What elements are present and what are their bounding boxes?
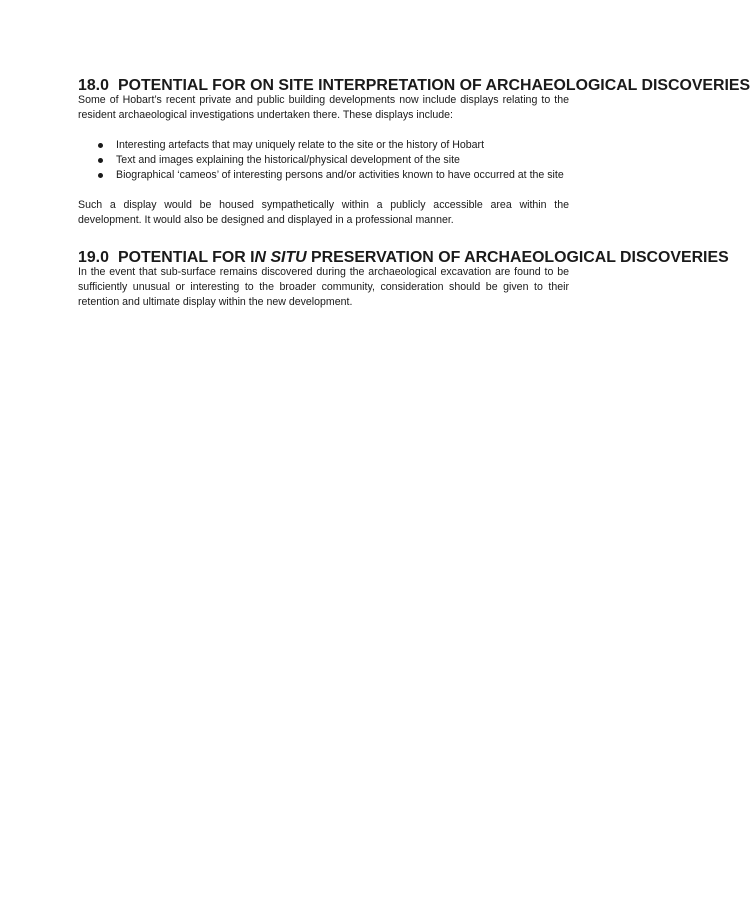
section-18 — [78, 77, 750, 228]
section-19-title — [118, 250, 729, 265]
bullet-icon — [78, 168, 116, 183]
section-18-closing: Such a display would be housed sympathetically within a publicly accessible area within the development. It would also be designed and displayed in a professional manner. — [78, 199, 569, 226]
section-19 — [78, 249, 729, 310]
section-19-title-italic: N SITU — [254, 249, 307, 266]
section-19-title-start: POTENTIAL FOR I — [118, 249, 255, 266]
list-item — [78, 153, 569, 168]
section-18-bullet-list — [78, 138, 569, 183]
section-19-title-end: PRESERVATION OF ARCHAEOLOGICAL DISCOVERIES — [306, 249, 729, 266]
section-19-heading — [78, 249, 729, 266]
list-item — [78, 168, 569, 183]
bullet-text: Text and images explaining the historical/physical development of the site — [116, 154, 460, 166]
bullet-icon — [78, 138, 116, 153]
bullet-text: Biographical ‘cameos’ of interesting persons and/or activities known to have occurred at the site — [116, 169, 564, 181]
section-19-body: In the event that sub-surface remains discovered during the archaeological excavation are found to be sufficiently unusual or interesting to the broader community, consideration should be given to their retention and ultimate display within the new development. — [78, 266, 569, 308]
section-18-title: POTENTIAL FOR ON SITE INTERPRETATION OF ARCHAEOLOGICAL DISCOVERIES — [118, 77, 750, 94]
list-item — [78, 138, 569, 153]
section-19-number: 19.0 — [78, 249, 109, 266]
section-18-heading — [78, 77, 750, 94]
section-divider — [78, 228, 569, 250]
section-18-intro: Some of Hobart’s recent private and public building developments now include displays relating to the resident archaeological investigations undertaken there. These displays include: — [78, 94, 569, 121]
bullet-text: Interesting artefacts that may uniquely relate to the site or the history of Hobart — [116, 139, 485, 151]
bullet-icon — [78, 153, 116, 168]
document-body — [78, 77, 750, 310]
section-18-number: 18.0 — [78, 77, 109, 94]
